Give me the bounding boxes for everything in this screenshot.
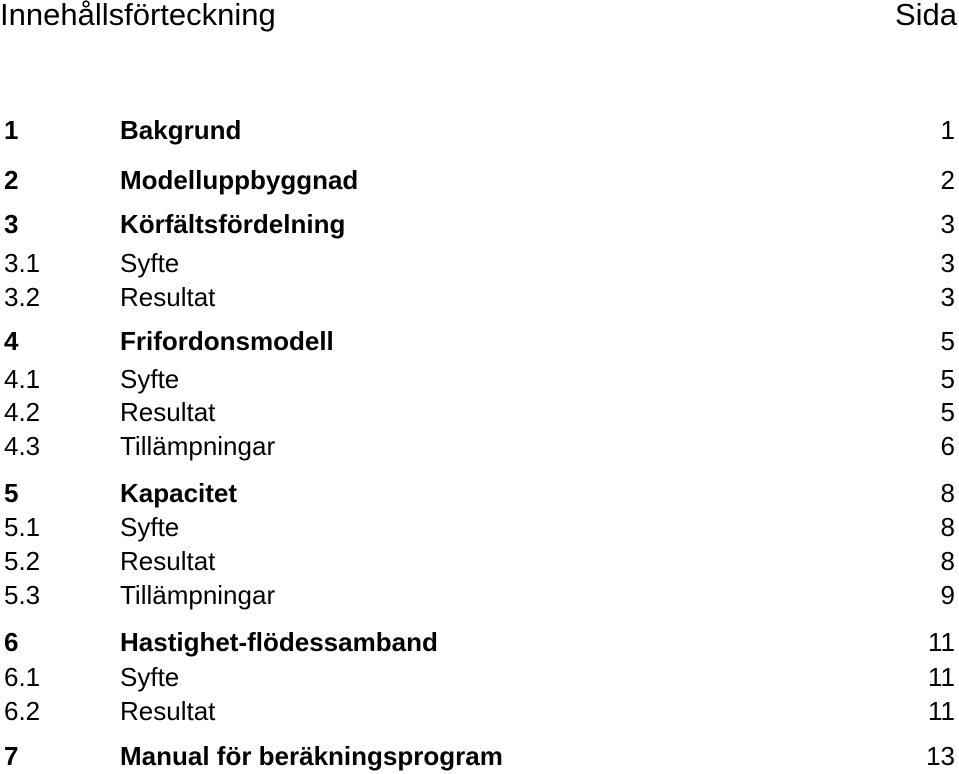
entry-number: 4.1 — [4, 364, 41, 394]
entry-page: 3 — [940, 282, 955, 312]
toc-entry-5-3[interactable] — [0, 580, 959, 610]
entry-title: Modelluppbyggnad — [120, 165, 359, 195]
toc-entry-5[interactable] — [0, 478, 959, 508]
entry-title: Tillämpningar — [120, 580, 276, 610]
entry-number: 5.1 — [4, 512, 41, 542]
entry-number: 5 — [4, 478, 19, 508]
toc-entry-3-1[interactable] — [0, 248, 959, 278]
entry-page: 9 — [940, 580, 955, 610]
entry-title: Manual för beräkningsprogram — [120, 741, 503, 771]
entry-number: 7 — [4, 741, 19, 771]
toc-entry-6-1[interactable] — [0, 662, 959, 692]
entry-title: Resultat — [120, 546, 216, 576]
entry-number: 6.1 — [4, 662, 41, 692]
toc-entry-1[interactable] — [0, 115, 959, 145]
toc-entry-2[interactable] — [0, 165, 959, 195]
entry-title: Syfte — [120, 248, 180, 278]
entry-page: 11 — [928, 696, 955, 726]
page-column-label: Sida — [894, 0, 957, 32]
entry-title: Resultat — [120, 397, 216, 427]
entry-page: 2 — [940, 165, 955, 195]
entry-page: 3 — [940, 248, 955, 278]
toc-entry-3[interactable] — [0, 209, 959, 239]
entry-title: Resultat — [120, 282, 216, 312]
entry-number: 1 — [4, 115, 19, 145]
toc-entry-5-2[interactable] — [0, 546, 959, 576]
entry-number: 5.2 — [4, 546, 41, 576]
entry-page: 8 — [940, 478, 955, 508]
entry-number: 3.2 — [4, 282, 41, 312]
entry-number: 6 — [4, 627, 19, 657]
page-title: Innehållsförteckning — [0, 0, 276, 32]
entry-page: 8 — [940, 546, 955, 576]
entry-title: Frifordonsmodell — [120, 326, 334, 356]
entry-number: 3.1 — [4, 248, 41, 278]
entry-title: Hastighet-flödessamband — [120, 627, 438, 657]
entry-title: Tillämpningar — [120, 431, 276, 461]
entry-page: 5 — [940, 397, 955, 427]
entry-number: 4 — [4, 326, 19, 356]
toc-entry-6[interactable] — [0, 627, 959, 657]
entry-page: 11 — [928, 662, 955, 692]
toc-entry-4-1[interactable] — [0, 364, 959, 394]
entry-page: 5 — [940, 364, 955, 394]
entry-page: 6 — [940, 431, 955, 461]
entry-number: 2 — [4, 165, 19, 195]
toc-entry-7[interactable] — [0, 741, 959, 771]
toc-entry-4-3[interactable] — [0, 431, 959, 461]
entry-number: 3 — [4, 209, 19, 239]
toc-entry-4-2[interactable] — [0, 397, 959, 427]
entry-title: Bakgrund — [120, 115, 242, 145]
entry-page: 11 — [928, 627, 955, 657]
toc-entry-4[interactable] — [0, 326, 959, 356]
entry-title: Körfältsfördelning — [120, 209, 346, 239]
entry-number: 5.3 — [4, 580, 41, 610]
toc-entry-3-2[interactable] — [0, 282, 959, 312]
entry-title: Syfte — [120, 512, 180, 542]
entry-number: 4.2 — [4, 397, 41, 427]
entry-number: 4.3 — [4, 431, 41, 461]
entry-page: 8 — [940, 512, 955, 542]
entry-number: 6.2 — [4, 696, 41, 726]
entry-title: Kapacitet — [120, 478, 238, 508]
entry-title: Syfte — [120, 364, 180, 394]
entry-title: Syfte — [120, 662, 180, 692]
entry-page: 5 — [940, 326, 955, 356]
entry-title: Resultat — [120, 696, 216, 726]
toc-entry-6-2[interactable] — [0, 696, 959, 726]
entry-page: 3 — [940, 209, 955, 239]
entry-page: 1 — [940, 115, 955, 145]
toc-entry-5-1[interactable] — [0, 512, 959, 542]
entry-page: 13 — [926, 741, 955, 771]
